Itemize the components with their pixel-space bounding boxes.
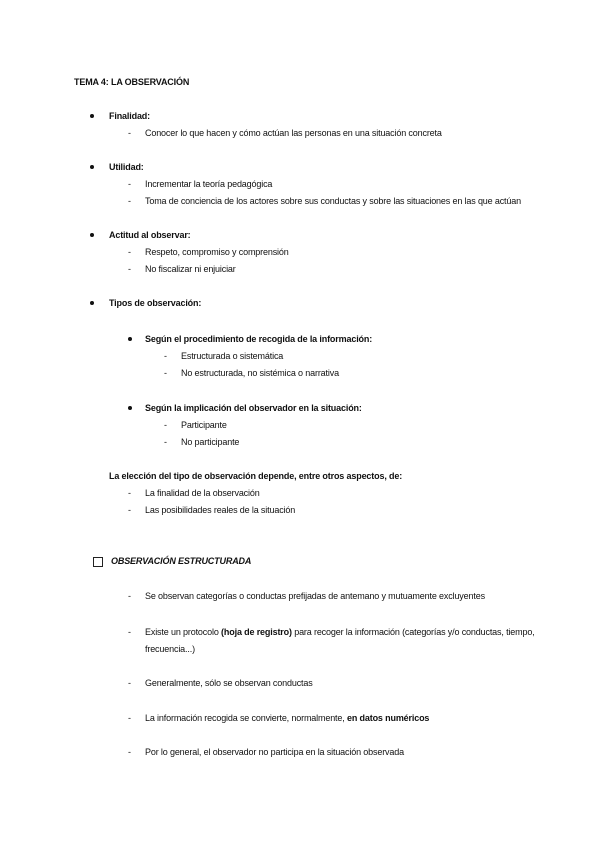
list-item: Conocer lo que hacen y cómo actúan las personas en una situación concreta <box>145 128 442 138</box>
dash-icon: - <box>128 505 131 515</box>
list-item: Generalmente, sólo se observan conductas <box>145 678 313 688</box>
dash-icon: - <box>164 420 167 430</box>
bullet-icon <box>90 233 94 237</box>
dash-icon: - <box>128 713 131 723</box>
dash-icon: - <box>128 678 131 688</box>
list-item-continuation: frecuencia...) <box>145 644 195 654</box>
dash-icon: - <box>164 437 167 447</box>
list-item: La información recogida se convierte, normalmente, en datos numéricos <box>145 713 430 723</box>
list-item: La finalidad de la observación <box>145 488 260 498</box>
bullet-icon <box>128 406 132 410</box>
list-item: Las posibilidades reales de la situación <box>145 505 296 515</box>
list-item: Se observan categorías o conductas prefijadas de antemano y mutuamente excluyentes <box>145 591 485 601</box>
section-heading-utilidad: Utilidad: <box>109 162 144 172</box>
subsection-heading-procedimiento: Según el procedimiento de recogida de la información: <box>145 334 373 344</box>
dash-icon: - <box>128 591 131 601</box>
dash-icon: - <box>128 196 131 206</box>
list-item: Respeto, compromiso y comprensión <box>145 247 289 257</box>
dash-icon: - <box>164 351 167 361</box>
list-item: Toma de conciencia de los actores sobre sus conductas y sobre las situaciones en las que actúan <box>145 196 521 206</box>
estructurada-heading: OBSERVACIÓN ESTRUCTURADA <box>111 556 252 566</box>
list-item: No participante <box>181 437 240 447</box>
list-item: Existe un protocolo (hoja de registro) para recoger la información (categorías y/o conductas, tiempo, <box>145 627 535 637</box>
dash-icon: - <box>128 264 131 274</box>
doc-title: TEMA 4: LA OBSERVACIÓN <box>74 77 190 87</box>
section-heading-tipos: Tipos de observación: <box>109 298 202 308</box>
bullet-icon <box>90 165 94 169</box>
dash-icon: - <box>128 247 131 257</box>
bullet-icon <box>90 114 94 118</box>
list-item: No estructurada, no sistémica o narrativa <box>181 368 339 378</box>
dash-icon: - <box>128 488 131 498</box>
bullet-icon <box>90 301 94 305</box>
dash-icon: - <box>128 179 131 189</box>
dash-icon: - <box>164 368 167 378</box>
bullet-icon <box>128 337 132 341</box>
list-item: Participante <box>181 420 227 430</box>
list-item: Por lo general, el observador no participa en la situación observada <box>145 747 404 757</box>
checkbox-icon[interactable] <box>93 557 103 567</box>
list-item: Incrementar la teoría pedagógica <box>145 179 273 189</box>
list-item: No fiscalizar ni enjuiciar <box>145 264 236 274</box>
section-heading-finalidad: Finalidad: <box>109 111 150 121</box>
eleccion-heading: La elección del tipo de observación depende, entre otros aspectos, de: <box>109 471 403 481</box>
list-item: Estructurada o sistemática <box>181 351 284 361</box>
section-heading-actitud: Actitud al observar: <box>109 230 191 240</box>
dash-icon: - <box>128 128 131 138</box>
subsection-heading-implicacion: Según la implicación del observador en la situación: <box>145 403 362 413</box>
dash-icon: - <box>128 747 131 757</box>
dash-icon: - <box>128 627 131 637</box>
